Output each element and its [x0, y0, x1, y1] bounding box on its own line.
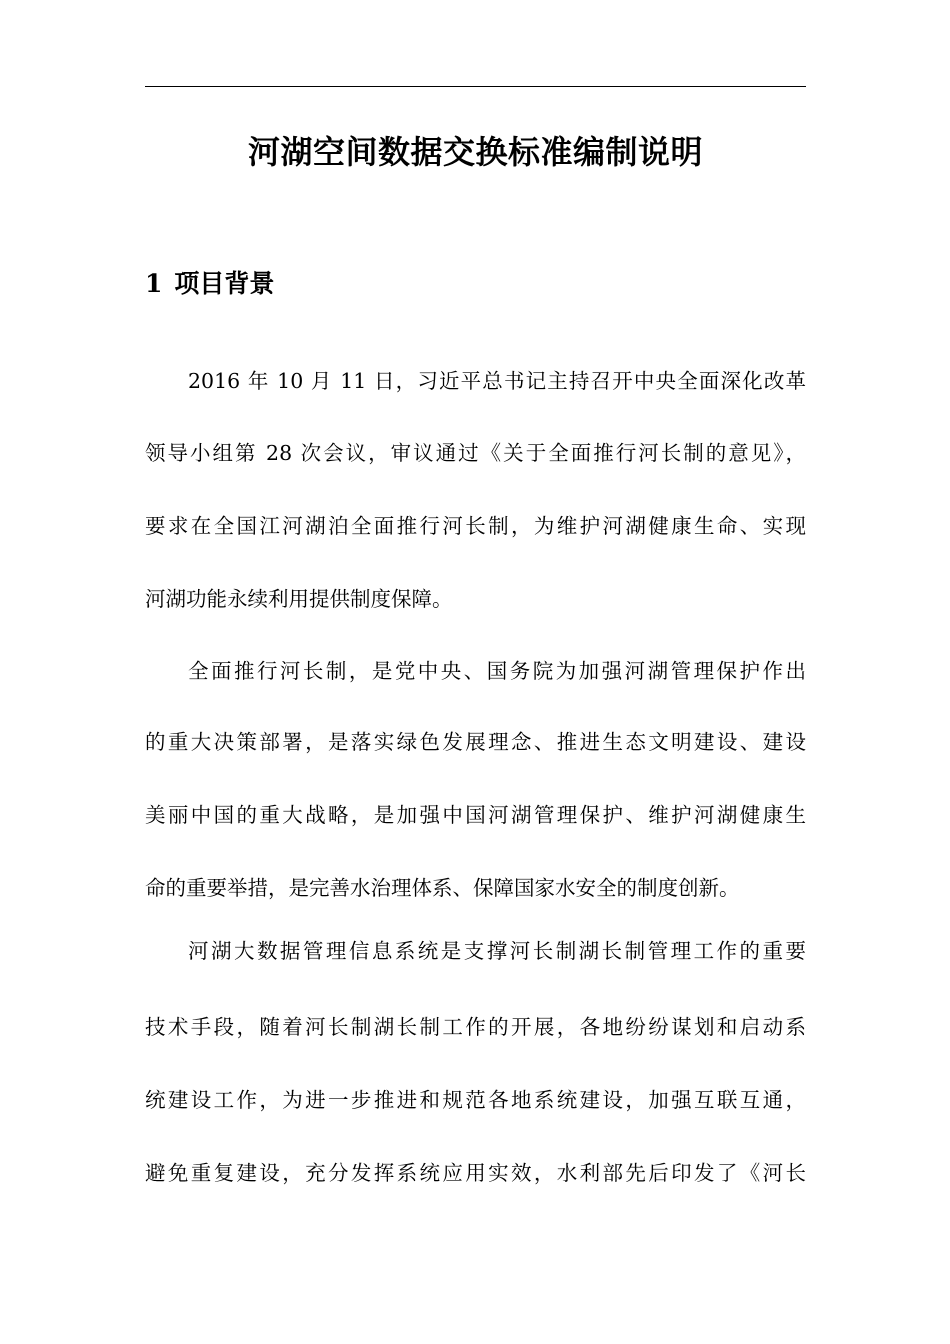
header-rule	[145, 86, 806, 87]
paragraph-3-line-2: 技术手段，随着河长制湖长制工作的开展，各地纷纷谋划和启动系	[145, 1015, 806, 1039]
paragraph-2-line-1: 全面推行河长制，是党中央、国务院为加强河湖管理保护作出	[188, 659, 806, 683]
paragraph-1-line-1: 2016 年 10 月 11 日，习近平总书记主持召开中央全面深化改革	[188, 369, 806, 393]
section-number: 1	[145, 269, 163, 298]
paragraph-2-line-4: 命的重要举措，是完善水治理体系、保障国家水安全的制度创新。	[145, 876, 740, 900]
paragraph-1-line-2: 领导小组第 28 次会议，审议通过《关于全面推行河长制的意见》，	[145, 441, 806, 465]
section-title: 项目背景	[174, 269, 275, 298]
paragraph-3-line-4: 避免重复建设，充分发挥系统应用实效，水利部先后印发了《河长	[145, 1161, 806, 1185]
paragraph-2-line-2: 的重大决策部署，是落实绿色发展理念、推进生态文明建设、建设	[145, 730, 806, 754]
paragraph-2-line-3: 美丽中国的重大战略，是加强中国河湖管理保护、维护河湖健康生	[145, 803, 806, 827]
section-heading	[145, 262, 274, 306]
paragraph-1-line-3: 要求在全国江河湖泊全面推行河长制，为维护河湖健康生命、实现	[145, 514, 806, 538]
paragraph-1-line-4: 河湖功能永续利用提供制度保障。	[145, 587, 453, 611]
document-title: 河湖空间数据交换标准编制说明	[247, 133, 703, 171]
paragraph-3-line-1: 河湖大数据管理信息系统是支撑河长制湖长制管理工作的重要	[188, 939, 806, 963]
paragraph-3-line-3: 统建设工作，为进一步推进和规范各地系统建设，加强互联互通，	[145, 1088, 806, 1112]
